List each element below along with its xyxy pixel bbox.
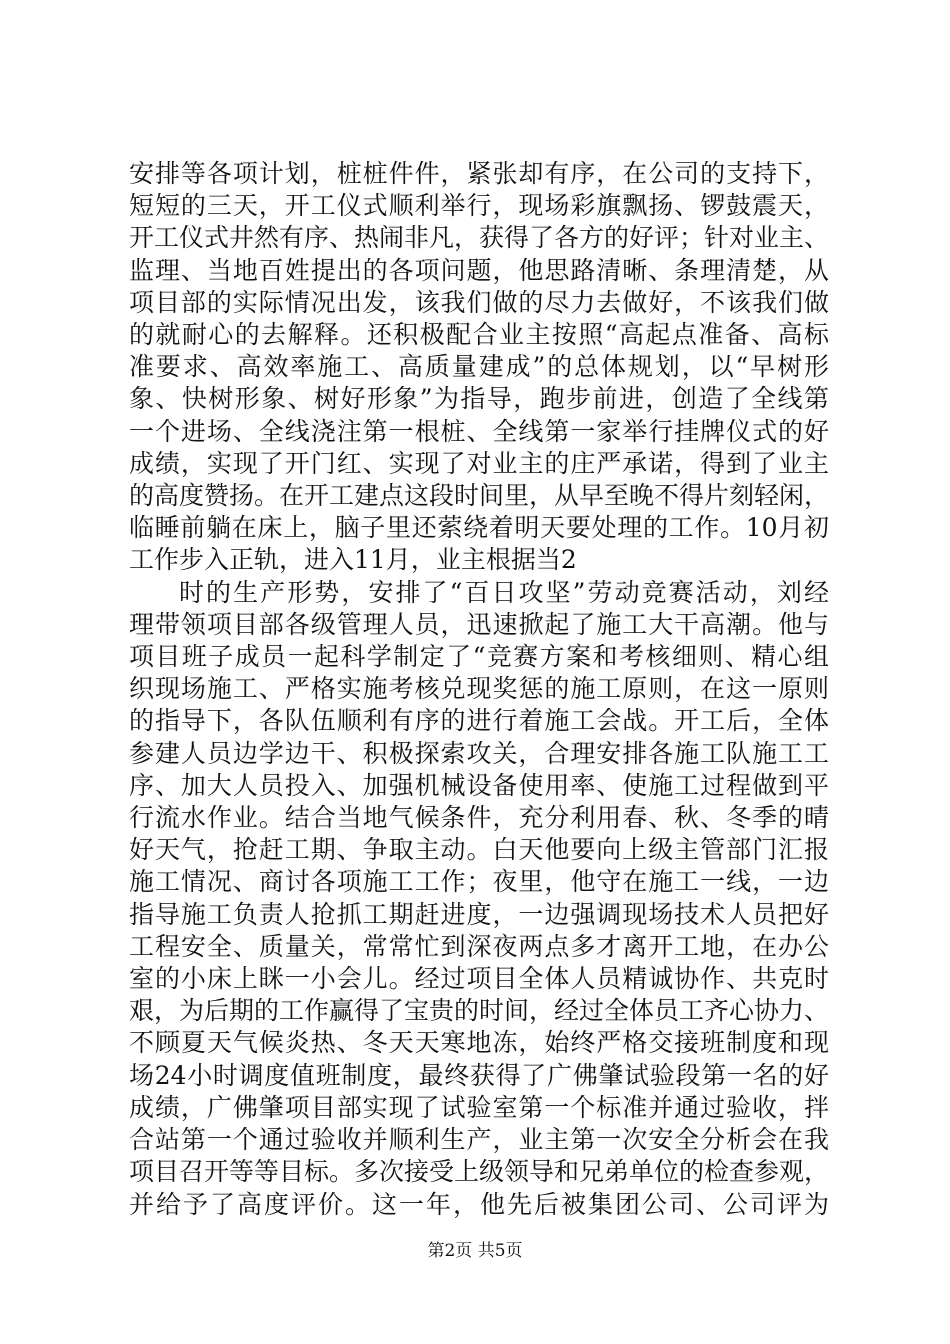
text-line: 场24小时调度值班制度，最终获得了广佛肇试验段第一名的好 <box>129 1060 829 1090</box>
text-line: 短短的三天，开工仪式顺利举行，现场彩旗飘扬、锣鼓震天， <box>129 191 829 221</box>
text-line: 室的小床上眯一小会儿。经过项目全体人员精诚协作、共克时 <box>129 964 829 994</box>
text-line: 开工仪式井然有序、热闹非凡，获得了各方的好评；针对业主、 <box>129 223 829 253</box>
text-line: 工程安全、质量关，常常忙到深夜两点多才离开工地，在办公 <box>129 931 829 961</box>
page-footer: 第2页 共5页 <box>427 1241 523 1261</box>
paragraph-end-line: 工作步入正轨，进入11月，业主根据当2 <box>129 545 577 575</box>
text-line: 并给予了高度评价。这一年，他先后被集团公司、公司评为 <box>129 1189 829 1219</box>
text-line: 参建人员边学边干、积极探索攻关，合理安排各施工队施工工 <box>129 738 829 768</box>
text-line: 项目部的实际情况出发，该我们做的尽力去做好，不该我们做 <box>129 287 829 317</box>
text-line: 临睡前躺在床上，脑子里还萦绕着明天要处理的工作。10月初 <box>129 513 829 543</box>
text-line: 织现场施工、严格实施考核兑现奖惩的施工原则，在这一原则 <box>129 674 829 704</box>
text-line: 指导施工负责人抢抓工期赶进度，一边强调现场技术人员把好 <box>129 899 829 929</box>
body-text <box>129 158 829 1221</box>
text-line: 成绩，广佛肇项目部实现了试验室第一个标准并通过验收，拌 <box>129 1092 829 1122</box>
text-line: 成绩，实现了开门红、实现了对业主的庄严承诺，得到了业主 <box>129 448 829 478</box>
text-line: 的就耐心的去解释。还积极配合业主按照“高起点准备、高标 <box>129 320 829 350</box>
text-line: 准要求、高效率施工、高质量建成”的总体规划，以“早树形 <box>129 352 829 382</box>
text-line: 的指导下，各队伍顺利有序的进行着施工会战。开工后，全体 <box>129 706 829 736</box>
text-line: 的高度赞扬。在开工建点这段时间里，从早至晚不得片刻轻闲， <box>129 481 829 511</box>
text-line: 行流水作业。结合当地气候条件，充分利用春、秋、冬季的晴 <box>129 803 829 833</box>
text-line: 监理、当地百姓提出的各项问题，他思路清晰、条理清楚，从 <box>129 255 829 285</box>
text-line: 一个进场、全线浇注第一根桩、全线第一家举行挂牌仪式的好 <box>129 416 829 446</box>
text-line: 象、快树形象、树好形象”为指导，跑步前进，创造了全线第 <box>129 384 829 414</box>
text-line: 项目班子成员一起科学制定了“竞赛方案和考核细则、精心组 <box>129 642 829 672</box>
paragraph-first-line: 时的生产形势，安排了“百日攻坚”劳动竞赛活动，刘经 <box>179 577 829 607</box>
text-line: 好天气，抢赶工期、争取主动。白天他要向上级主管部门汇报 <box>129 835 829 865</box>
text-line: 施工情况、商讨各项施工工作；夜里，他守在施工一线，一边 <box>129 867 829 897</box>
text-line: 理带领项目部各级管理人员，迅速掀起了施工大干高潮。他与 <box>129 609 829 639</box>
text-line: 艰，为后期的工作赢得了宝贵的时间，经过全体员工齐心协力、 <box>129 996 829 1026</box>
text-line: 不顾夏天气候炎热、冬天天寒地冻，始终严格交接班制度和现 <box>129 1028 829 1058</box>
text-line: 安排等各项计划，桩桩件件，紧张却有序，在公司的支持下， <box>129 159 829 188</box>
text-line: 项目召开等等目标。多次接受上级领导和兄弟单位的检查参观， <box>129 1157 829 1187</box>
text-line: 序、加大人员投入、加强机械设备使用率、使施工过程做到平 <box>129 770 829 800</box>
text-line: 合站第一个通过验收并顺利生产，业主第一次安全分析会在我 <box>129 1125 829 1155</box>
